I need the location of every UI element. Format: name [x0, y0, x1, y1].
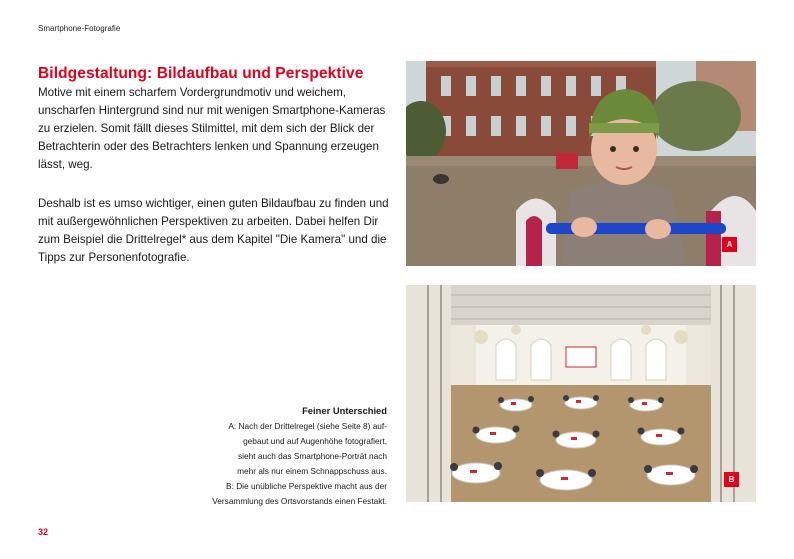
body-paragraph-2: Deshalb ist es umso wichtiger, einen guten Bildaufbau zu finden und mit außergewöhnlichen Perspektiven zu arbeiten. Dabei helfen Dir zum Beispiel die Drittelregel* aus dem Kapitel "Die Kamera" und die Tipps zur Personenfotografie.	[38, 197, 389, 264]
photo-b-illustration	[406, 285, 756, 502]
photo-b-label: B	[724, 472, 739, 487]
running-head: Smartphone-Fotografie	[38, 24, 121, 33]
photo-a-illustration	[406, 61, 756, 266]
page-number: 32	[38, 527, 49, 537]
page-heading: Bildgestaltung: Bildaufbau und Perspektive	[38, 65, 364, 82]
caption-line: gebaut und auf Augenhöhe fotografiert,	[243, 436, 387, 446]
caption-line: Versammlung des Ortsvorstands einen Festakt.	[212, 496, 387, 506]
caption-line: sieht auch das Smartphone-Porträt nach	[238, 451, 387, 461]
photo-a-child-portrait	[406, 61, 756, 266]
photo-b-assembly-hall	[406, 285, 756, 502]
photo-caption	[147, 403, 387, 509]
caption-line: A: Nach der Drittelregel (siehe Seite 8) auf-	[228, 421, 387, 431]
caption-title: Feiner Unterschied	[302, 405, 387, 416]
photo-a-label: A	[722, 237, 737, 252]
body-paragraph-1: Motive mit einem scharfem Vordergrundmotiv und weichem, unscharfen Hintergrund sind nur mit wenigen Smartphone-Kameras zu erzielen. Somit fällt dieses Stilmittel, mit dem sich der Blick der Betrachterin oder des Betrachters lenken und Spannung erzeugen lässt, weg.	[38, 86, 386, 171]
caption-line: B: Die unübliche Perspektive macht aus der	[226, 481, 387, 491]
caption-line: mehr als nur einem Schnappschuss aus.	[237, 466, 387, 476]
